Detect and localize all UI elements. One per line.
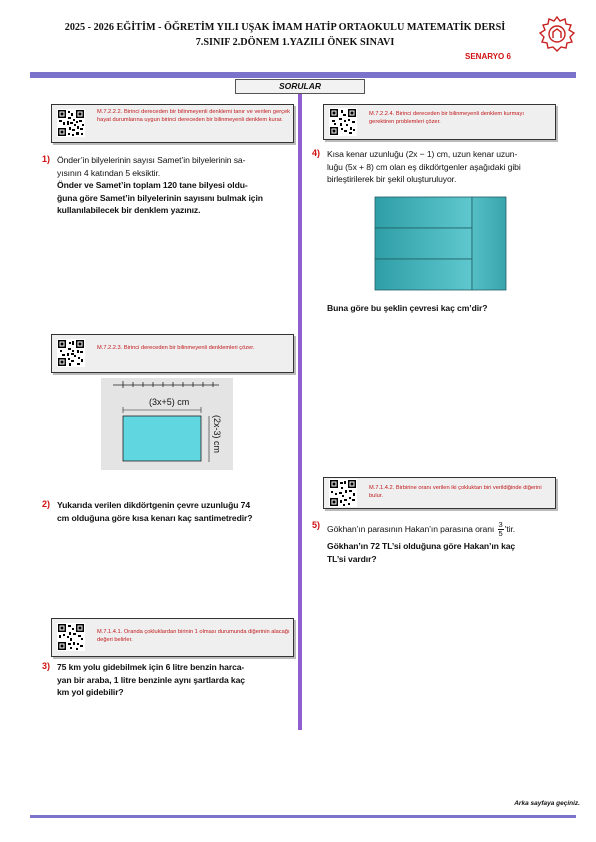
qr-code-icon xyxy=(329,479,357,507)
figure-top-label: (3x+5) cm xyxy=(149,397,190,407)
figure-side-label: (2x-3) cm xyxy=(212,415,222,453)
text-segment: ’tir. xyxy=(504,523,516,534)
text-line: Kısa kenar uzunluğu (2x − 1) cm, uzun kenar uzun- xyxy=(327,149,518,159)
text-line: yan bir araba, 1 litre benzinle aynı şartlarda kaç xyxy=(57,674,245,685)
fraction-numerator: 3 xyxy=(498,520,503,529)
kazanim-text: M.7.2.2.2. Birinci dereceden bir bilinmeyenli denklemi tanır ve verilen gerçek hayat durumlarına uygun birinci dereceden bir bilinmeyenli denklem kurar. xyxy=(97,109,290,124)
header-accent-bar xyxy=(30,72,576,78)
kazanim-box-q2 xyxy=(51,334,294,373)
column-divider xyxy=(298,94,302,730)
section-label: SORULAR xyxy=(235,79,365,94)
qr-code-icon xyxy=(57,623,85,651)
text-line: Önder’in bilyelerinin sayısı Samet’in bilyelerinin sa- xyxy=(57,155,246,165)
footer-note: Arka sayfaya geçiniz. xyxy=(514,800,580,807)
kazanim-box-q5 xyxy=(323,477,556,509)
text-segment: Gökhan’ın parasının Hakan’ın parasına oranı xyxy=(327,523,495,534)
question-number: 1) xyxy=(42,154,51,164)
text-line: km yol gidebilir? xyxy=(57,687,124,698)
fraction-denominator: 5 xyxy=(498,529,503,538)
kazanim-text: M.7.2.2.4. Birinci dereceden bir bilinmeyenli denklem kurmayı gerektiren problemleri çözer. xyxy=(369,111,524,126)
text-line: TL’si vardır? xyxy=(327,553,377,564)
text-line: cm olduğuna göre kısa kenarı kaç santimetredir? xyxy=(57,512,253,523)
text-line: birleştirilerek bir şekil oluşturuluyor. xyxy=(327,174,457,185)
question-4-ask: Buna göre bu şeklin çevresi kaç cm’dir? xyxy=(327,303,488,313)
kazanim-box-q4 xyxy=(323,104,556,140)
kazanim-text: M.7.1.4.1. Oranda çokluklardan birinin 1 olması durumunda diğerinin alacağı değeri belirler. xyxy=(97,629,290,644)
question-3-text xyxy=(57,661,297,699)
combined-rectangles-figure xyxy=(374,196,508,292)
text-line: Gökhan’ın 72 TL’si olduğuna göre Hakan’ın kaç xyxy=(327,541,516,551)
text-line: yısının 4 katından 5 eksiktir. xyxy=(57,167,161,178)
text-line: luğu (5x + 8) cm olan eş dikdörtgenler aşağıdaki gibi xyxy=(327,161,521,172)
question-5-line1 xyxy=(327,521,572,538)
question-number: 5) xyxy=(312,520,321,530)
text-line: 75 km yolu gidebilmek için 6 litre benzin harca- xyxy=(57,662,245,672)
exam-title-line2: 7.SINIF 2.DÖNEM 1.YAZILI ÖNEK SINAVI xyxy=(195,37,395,48)
exam-title-line1: 2025 - 2026 EĞİTİM - ÖĞRETİM YILI UŞAK İMAM HATİP ORTAOKULU MATEMATİK DERSİ xyxy=(64,22,506,33)
kazanim-text: M.7.1.4.2. Birbirine oranı verilen iki çokluktan biri verildiğinde diğerini bulur. xyxy=(369,485,542,500)
question-2-text xyxy=(57,499,297,524)
qr-code-icon xyxy=(329,108,357,136)
question-1-text xyxy=(57,154,292,217)
text-line: kullanılabilecek bir denklem yazınız. xyxy=(57,205,201,216)
question-number: 3) xyxy=(42,661,51,671)
kazanim-box-q3 xyxy=(51,618,294,657)
text-line: Yukarıda verilen dikdörtgenin çevre uzunluğu 74 xyxy=(57,500,251,510)
text-line: ğuna göre Samet’in bilyelerinin sayısını bulmak için xyxy=(57,192,263,203)
qr-code-icon xyxy=(57,339,85,367)
question-5-text xyxy=(327,540,572,565)
question-number: 4) xyxy=(312,148,321,158)
text-line: Önder ve Samet’in toplam 120 tane bilyesi oldu- xyxy=(57,180,248,191)
ministry-logo-icon xyxy=(536,14,578,56)
scenario-badge: SENARYO 6 xyxy=(465,52,511,61)
kazanim-box-q1 xyxy=(51,104,294,143)
qr-code-icon xyxy=(57,109,85,137)
question-4-text xyxy=(327,148,572,186)
kazanim-text: M.7.2.2.3. Birinci dereceden bir bilinmeyenli denklemleri çözer. xyxy=(97,345,255,351)
question-number: 2) xyxy=(42,499,51,509)
fraction xyxy=(498,521,504,538)
footer-accent-bar xyxy=(30,815,576,818)
